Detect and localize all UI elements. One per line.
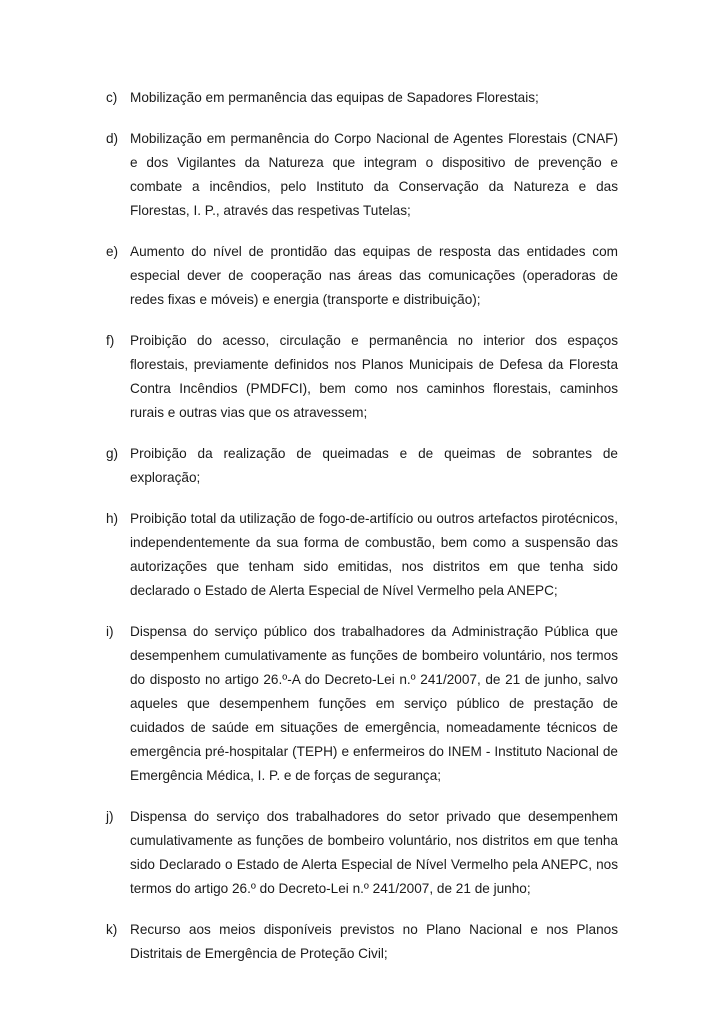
list-item-j [106,805,618,901]
item-marker: g) [106,446,119,461]
item-text: Proibição do acesso, circulação e permanência no interior dos espaços florestais, previamente definidos nos Planos Municipais de Defesa da Floresta Contra Incêndios (PMDFCI), bem como nos caminhos florestais, caminhos rurais e outras vias que os atravessem; [130,333,618,420]
list-item-d [106,127,618,223]
item-text: Dispensa do serviço dos trabalhadores do setor privado que desempenhem cumulativamente as funções de bombeiro voluntário, nos distritos em que tenha sido Declarado o Estado de Alerta Especial de Nível Vermelho pela ANEPC, nos termos do artigo 26.º do Decreto-Lei n.º 241/2007, de 21 de junho; [130,809,618,896]
list-item-e [106,240,618,312]
item-marker: f) [106,333,115,348]
item-marker: e) [106,244,119,259]
item-marker: k) [106,922,118,937]
item-marker: d) [106,131,119,146]
list-item-f [106,329,618,425]
item-marker: j) [106,809,114,824]
item-marker: h) [106,511,119,526]
item-text: Recurso aos meios disponíveis previstos no Plano Nacional e nos Planos Distritais de Emergência de Proteção Civil; [130,922,618,961]
list-item-i [106,620,618,788]
item-text: Proibição da realização de queimadas e de queimas de sobrantes de exploração; [130,446,618,485]
item-text: Dispensa do serviço público dos trabalhadores da Administração Pública que desempenhem cumulativamente as funções de bombeiro voluntário, nos termos do disposto no artigo 26.º-A do Decreto-Lei n.º 241/2007, de 21 de junho, salvo aqueles que desempenhem funções em serviço público de prestação de cuidados de saúde em situações de emergência, nomeadamente técnicos de emergência pré-hospitalar (TEPH) e enfermeiros do INEM - Instituto Nacional de Emergência Médica, I. P. e de forças de segurança; [130,624,618,783]
item-text: Proibição total da utilização de fogo-de-artifício ou outros artefactos pirotécnicos, independentemente da sua forma de combustão, bem como a suspensão das autorizações que tenham sido emitidas, nos distritos em que tenha sido declarado o Estado de Alerta Especial de Nível Vermelho pela ANEPC; [130,511,618,598]
item-text: Mobilização em permanência do Corpo Nacional de Agentes Florestais (CNAF) e dos Vigilantes da Natureza que integram o dispositivo de prevenção e combate a incêndios, pelo Instituto da Conservação da Natureza e das Florestas, I. P., através das respetivas Tutelas; [130,131,618,218]
item-marker: i) [106,624,114,639]
item-text: Aumento do nível de prontidão das equipas de resposta das entidades com especial dever de cooperação nas áreas das comunicações (operadoras de redes fixas e móveis) e energia (transporte e distribuição); [130,244,618,307]
list-item-c [106,86,618,110]
list-item-h [106,507,618,603]
item-marker: c) [106,90,118,105]
list-item-g [106,442,618,490]
list-item-k [106,918,618,966]
item-list [106,86,618,983]
item-text: Mobilização em permanência das equipas de Sapadores Florestais; [130,90,539,105]
